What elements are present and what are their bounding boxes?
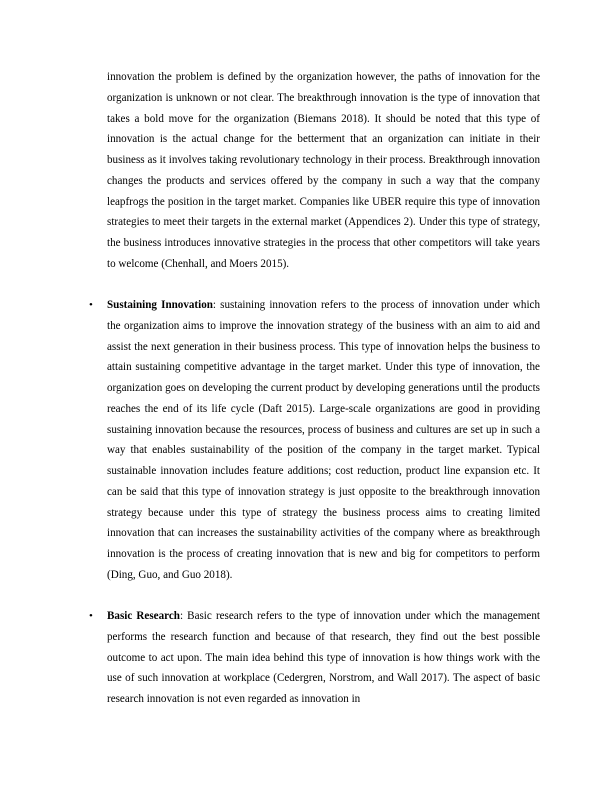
bullet-term: Basic Research (107, 610, 180, 622)
continued-paragraph: innovation the problem is defined by the organization however, the paths of innovation for the organization is unknown or not clear. The breakthrough innovation is the type of innovation that takes a bold move for the organization (Biemans 2018). It should be noted that this type of innovation is the actual change for the betterment that an organization can initiate in their business as it involves taking revolutionary technology in their process. Breakthrough innovation changes the products and services offered by the company in such a way that the company leapfrogs the position in the target market. Companies like UBER require this type of innovation strategies to meet their targets in the external market (Appendices 2). Under this type of strategy, the business introduces innovative strategies in the process that other competitors will take years to welcome (Chenhall, and Moers 2015). (107, 71, 540, 270)
bullet-text: : Basic research refers to the type of innovation under which the management performs the research function and because of that research, they find out the best possible outcome to act upon. The main idea behind this type of innovation is how things work with the use of such innovation at workplace (Cedergren, Norstrom, and Wall 2017). The aspect of basic research innovation is not even regarded as innovation in (107, 610, 540, 705)
bullet-term: Sustaining Innovation (107, 299, 213, 311)
bullet-marker: • (89, 299, 93, 311)
bullet-marker: • (89, 610, 93, 622)
bullet-text: : sustaining innovation refers to the process of innovation under which the organization aims to improve the innovation strategy of the business with an aim to aid and assist the next generation in their business process. This type of innovation helps the business to attain sustaining competitive advantage in the target market. Under this type of innovation, the organization goes on developing the current product by developing generations until the products reaches the end of its life cycle (Daft 2015). Large-scale organizations are good in providing sustaining innovation because the resources, process of business and cultures are set up in such a way that enables sustainability of the position of the company in the target market. Typical sustainable innovation includes feature additions; cost reduction, product line expansion etc. It can be said that this type of innovation strategy is just opposite to the breakthrough innovation strategy because under this type of strategy the business process aims to creating limited innovation that can increases the sustainability activities of the company where as breakthrough innovation is the process of creating innovation that is new and big for competitors to perform (Ding, Guo, and Guo 2018). (107, 299, 540, 581)
bullet-basic-research (89, 606, 540, 710)
bullet-sustaining-innovation (89, 295, 540, 586)
